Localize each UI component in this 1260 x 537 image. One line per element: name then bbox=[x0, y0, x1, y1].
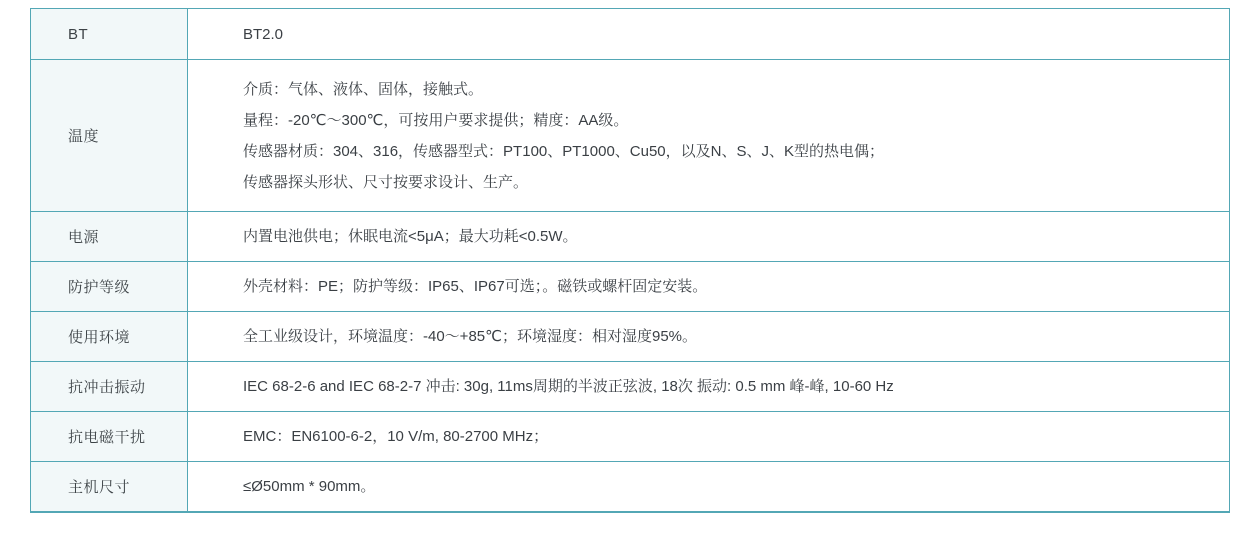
spec-value-operating-environment bbox=[188, 312, 1229, 361]
spec-table bbox=[30, 8, 1230, 513]
spec-label-temperature: 温度 bbox=[31, 60, 188, 211]
spec-value-temperature bbox=[188, 60, 1229, 211]
spec-value-shock-vibration bbox=[188, 362, 1229, 411]
spec-line: 传感器材质：304、316，传感器型式：PT100、PT1000、Cu50，以及N、S、J、K型的热电偶； bbox=[243, 142, 884, 160]
spec-value-main-unit-size bbox=[188, 462, 1229, 511]
spec-row-emi bbox=[31, 411, 1229, 461]
spec-row-bt bbox=[31, 9, 1229, 59]
spec-row-temperature bbox=[31, 59, 1229, 211]
spec-label-main-unit-size: 主机尺寸 bbox=[31, 462, 188, 511]
spec-label-bt: BT bbox=[31, 9, 188, 59]
spec-line: 内置电池供电；休眠电流<5μA；最大功耗<0.5W。 bbox=[243, 228, 578, 245]
spec-row-shock-vibration bbox=[31, 361, 1229, 411]
spec-row-protection-rating bbox=[31, 261, 1229, 311]
spec-value-emi bbox=[188, 412, 1229, 461]
spec-label-shock-vibration: 抗冲击振动 bbox=[31, 362, 188, 411]
spec-row-main-unit-size bbox=[31, 461, 1229, 511]
spec-label-power: 电源 bbox=[31, 212, 188, 261]
spec-line: 量程：-20℃～300℃，可按用户要求提供；精度：AA级。 bbox=[243, 111, 629, 129]
spec-line: BT2.0 bbox=[243, 25, 284, 43]
spec-value-protection-rating bbox=[188, 262, 1229, 311]
spec-row-operating-environment bbox=[31, 311, 1229, 361]
spec-label-emi: 抗电磁干扰 bbox=[31, 412, 188, 461]
spec-line: 介质：气体、液体、固体，接触式。 bbox=[243, 80, 484, 98]
spec-line: EMC：EN6100-6-2，10 V/m, 80-2700 MHz； bbox=[243, 428, 549, 445]
spec-value-bt bbox=[188, 9, 1229, 59]
spec-line: ≤Ø50mm * 90mm。 bbox=[243, 478, 376, 495]
spec-line: 传感器探头形状、尺寸按要求设计、生产。 bbox=[243, 173, 529, 191]
spec-value-power bbox=[188, 212, 1229, 261]
spec-label-operating-environment: 使用环境 bbox=[31, 312, 188, 361]
spec-label-protection-rating: 防护等级 bbox=[31, 262, 188, 311]
spec-row-power bbox=[31, 211, 1229, 261]
spec-line: IEC 68-2-6 and IEC 68-2-7 冲击: 30g, 11ms周期的半波正弦波, 18次 振动: 0.5 mm 峰-峰, 10-60 Hz bbox=[243, 378, 894, 395]
spec-line: 全工业级设计，环境温度：-40～+85℃；环境湿度：相对湿度95%。 bbox=[243, 328, 697, 345]
spec-line: 外壳材料：PE；防护等级：IP65、IP67可选；。磁铁或螺杆固定安装。 bbox=[243, 278, 708, 295]
